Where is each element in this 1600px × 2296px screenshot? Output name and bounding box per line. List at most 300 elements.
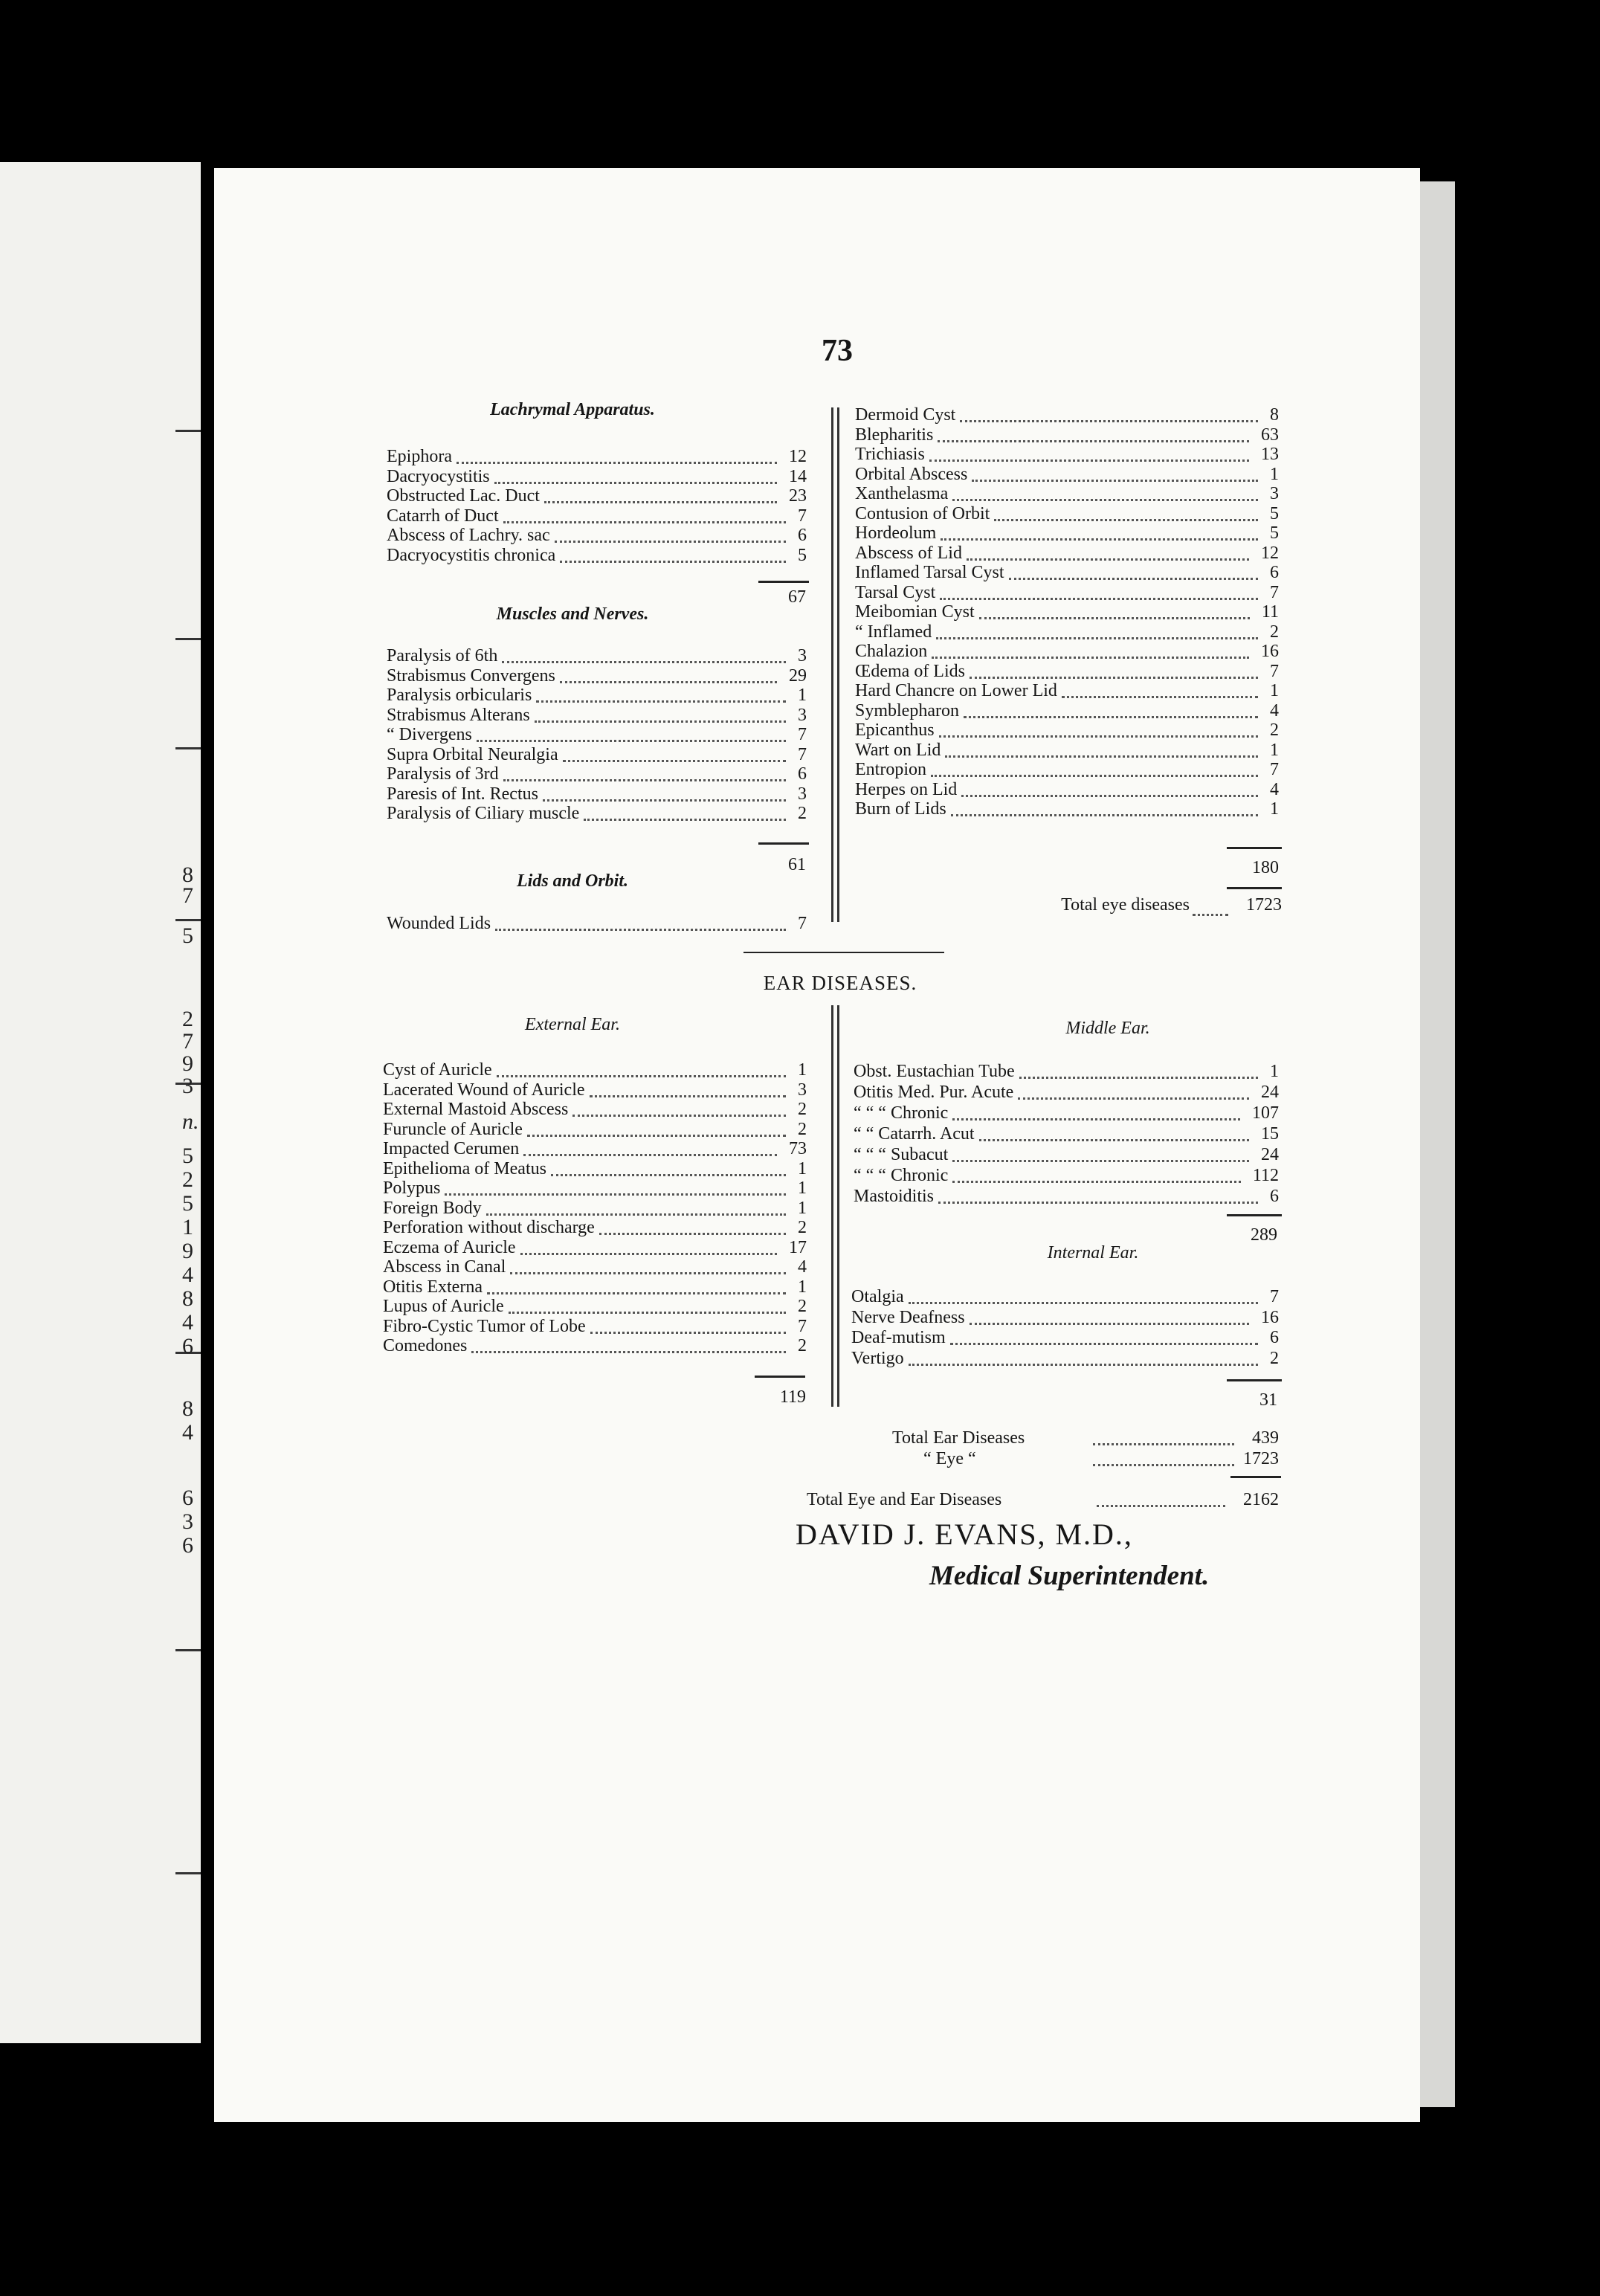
grand-total-label: Total Eye and Ear Diseases (807, 1490, 1002, 1509)
row-label: Mastoiditis (854, 1187, 935, 1206)
row-label: Trichiasis (855, 445, 925, 464)
dot-leader (939, 735, 1258, 738)
page-number: 73 (822, 334, 853, 368)
left-page-mark: 6 (182, 1334, 193, 1358)
dot-leader (931, 775, 1258, 777)
total-ear-row (892, 1428, 1279, 1448)
row-label: Epithelioma of Meatus (383, 1158, 546, 1178)
row-value: 6 (1270, 1187, 1279, 1206)
row-label: Impacted Cerumen (383, 1139, 520, 1158)
dot-leader (584, 819, 786, 821)
left-page-mark: 8 (182, 1286, 193, 1311)
row-label: “ “ Catarrh. Acut (854, 1124, 975, 1144)
dot-leader (936, 637, 1258, 639)
table-row (851, 1286, 1279, 1307)
subtotal-rule (1227, 887, 1282, 889)
dot-leader (536, 700, 786, 703)
table-row (855, 562, 1279, 583)
row-label: Catarrh of Duct (387, 506, 499, 526)
dot-leader (979, 1139, 1249, 1141)
row-value: 24 (1261, 1083, 1279, 1102)
table-row (855, 661, 1279, 682)
row-value: 4 (798, 1257, 807, 1277)
dot-leader (979, 617, 1250, 619)
row-value: 3 (798, 784, 807, 804)
grand-total-rule (1230, 1476, 1281, 1478)
left-page-mark: 6 (182, 1533, 193, 1558)
table-row (855, 700, 1279, 721)
lids-right-total: 180 (1252, 858, 1279, 877)
column-divider (831, 1005, 833, 1407)
row-label: Contusion of Orbit (855, 503, 990, 523)
signature-title: Medical Superintendent. (929, 1561, 1210, 1591)
dot-leader (590, 1095, 786, 1097)
row-value: 63 (1261, 425, 1279, 445)
row-value: 73 (789, 1139, 807, 1158)
column-divider (837, 407, 839, 922)
row-value: 1 (1270, 464, 1279, 484)
dot-leader (487, 1292, 786, 1294)
lids-heading: Lids and Orbit. (516, 871, 629, 891)
row-label: Dermoid Cyst (855, 405, 956, 425)
total-ear-label: Total Ear Diseases (892, 1428, 1025, 1448)
row-value: 1 (798, 1060, 807, 1080)
row-value: 17 (789, 1237, 807, 1257)
left-page-mark: 5 (182, 1144, 193, 1168)
row-label: Furuncle of Auricle (383, 1119, 523, 1139)
dot-leader (952, 1160, 1249, 1162)
ear-diseases-heading: EAR DISEASES. (763, 972, 917, 994)
left-page-rule (175, 430, 201, 432)
row-value: 7 (1270, 582, 1279, 602)
subtotal-rule (1227, 847, 1282, 849)
dot-leader (964, 716, 1258, 718)
subtotal-rule (758, 581, 809, 583)
left-page-rule (175, 747, 201, 749)
table-row (383, 1237, 807, 1258)
subtotal-rule (1227, 1214, 1282, 1216)
table-row (387, 545, 807, 566)
table-row (855, 503, 1279, 524)
row-value: 5 (798, 545, 807, 565)
left-page-mark: 4 (182, 1310, 193, 1335)
dot-leader (503, 521, 786, 523)
row-label: Inflamed Tarsal Cyst (855, 563, 1004, 582)
row-value: 6 (1270, 1328, 1279, 1347)
row-label: Lupus of Auricle (383, 1297, 504, 1316)
dot-leader (495, 929, 786, 931)
table-row (387, 685, 807, 706)
dot-leader (932, 657, 1249, 659)
table-row (387, 525, 807, 546)
row-label: Otitis Med. Pur. Acute (854, 1083, 1014, 1102)
row-label: Comedones (383, 1336, 468, 1355)
middle-ear-heading: Middle Ear. (1065, 1019, 1150, 1038)
row-label: Entropion (855, 760, 926, 779)
ear-section-rule (743, 952, 944, 953)
dot-leader (945, 755, 1258, 758)
dot-leader (970, 677, 1258, 679)
table-row (851, 1348, 1279, 1369)
row-value: 1 (798, 1158, 807, 1178)
dot-leader (938, 440, 1249, 442)
row-value: 4 (1270, 700, 1279, 720)
row-label: Meibomian Cyst (855, 602, 975, 622)
dot-leader (951, 814, 1258, 816)
left-page-mark: 9 (182, 1239, 193, 1263)
table-row (383, 1296, 807, 1317)
dot-leader (523, 1154, 777, 1156)
table-row (387, 486, 807, 506)
dot-leader (457, 462, 777, 464)
dot-leader (909, 1302, 1258, 1304)
table-row (383, 1099, 807, 1120)
table-row (854, 1123, 1279, 1144)
row-value: 3 (798, 646, 807, 665)
row-label: Symblepharon (855, 700, 959, 720)
dot-leader (952, 1118, 1240, 1120)
left-page-mark: 4 (182, 1263, 193, 1287)
row-value: 3 (1270, 484, 1279, 503)
table-row (387, 724, 807, 745)
left-page-rule (175, 919, 201, 921)
row-label: “ “ “ Chronic (854, 1103, 949, 1123)
table-row (855, 641, 1279, 662)
table-row (387, 645, 807, 666)
total-eye-label-2: “ Eye “ (923, 1449, 976, 1468)
dot-leader (952, 1181, 1241, 1183)
left-page-mark: 2 (182, 1007, 193, 1031)
table-row (855, 779, 1279, 800)
table-row (854, 1103, 1279, 1123)
row-label: Strabismus Alterans (387, 705, 530, 725)
row-label: Tarsal Cyst (855, 582, 936, 602)
row-value: 7 (1270, 1287, 1279, 1306)
dot-leader (961, 795, 1258, 797)
left-page-mark: 2 (182, 1167, 193, 1192)
internal-ear-total: 31 (1259, 1390, 1277, 1410)
dot-leader (1018, 1097, 1249, 1100)
table-row (387, 913, 807, 934)
row-value: 2 (1270, 1348, 1279, 1368)
left-page-mark: 7 (182, 1029, 193, 1054)
row-value: 16 (1261, 642, 1279, 661)
left-page-mark: 9 (182, 1051, 193, 1076)
table-row (383, 1158, 807, 1179)
row-value: 1 (1270, 1062, 1279, 1081)
row-label: “ “ “ Subacut (854, 1145, 949, 1164)
row-label: Epiphora (387, 447, 452, 466)
row-value: 1 (798, 1178, 807, 1198)
table-row (383, 1198, 807, 1219)
row-label: Obst. Eustachian Tube (854, 1062, 1015, 1081)
row-value: 5 (1270, 523, 1279, 543)
row-value: 7 (798, 914, 807, 933)
row-label: Abscess in Canal (383, 1257, 506, 1277)
row-label: Chalazion (855, 642, 928, 661)
dot-leader (590, 1332, 786, 1334)
dot-leader (572, 1115, 786, 1117)
dot-leader (563, 760, 786, 762)
table-row (854, 1144, 1279, 1165)
row-value: 2 (798, 1218, 807, 1237)
row-label: Hard Chancre on Lower Lid (855, 681, 1057, 700)
row-value: 12 (1261, 543, 1279, 563)
row-value: 15 (1261, 1124, 1279, 1144)
row-label: Supra Orbital Neuralgia (387, 744, 558, 764)
row-value: 2 (798, 1297, 807, 1316)
dot-leader (940, 598, 1258, 600)
left-facing-page (0, 162, 201, 2043)
row-value: 1 (1270, 799, 1279, 819)
table-row (854, 1061, 1279, 1082)
row-label: Xanthelasma (855, 484, 949, 503)
total-eye-value-2: 1723 (1243, 1449, 1279, 1468)
table-row (855, 425, 1279, 445)
table-row (855, 404, 1279, 425)
row-label: Paresis of Int. Rectus (387, 784, 538, 804)
dot-leader (941, 538, 1258, 541)
table-row (855, 740, 1279, 761)
row-value: 29 (789, 665, 807, 686)
table-row (383, 1335, 807, 1356)
row-label: Deaf-mutism (851, 1328, 946, 1347)
row-value: 3 (798, 1080, 807, 1100)
row-value: 7 (798, 506, 807, 526)
row-label: “ Inflamed (855, 622, 932, 642)
table-row (855, 483, 1279, 504)
table-row (387, 744, 807, 765)
dot-leader (503, 779, 786, 781)
dot-leader (502, 661, 786, 663)
row-label: Perforation without discharge (383, 1218, 595, 1237)
row-label: Hordeolum (855, 523, 937, 543)
table-row (387, 665, 807, 686)
table-row (383, 1060, 807, 1080)
row-label: Nerve Deafness (851, 1307, 965, 1327)
lachrymal-total: 67 (788, 587, 806, 607)
subtotal-rule (758, 842, 809, 845)
table-row (383, 1119, 807, 1140)
dot-leader (960, 420, 1258, 422)
row-label: Abscess of Lid (855, 543, 962, 563)
muscles-heading: Muscles and Nerves. (496, 604, 649, 624)
row-label: Strabismus Convergens (387, 665, 555, 686)
left-page-rule (175, 1649, 201, 1651)
table-row (387, 764, 807, 784)
dot-leader (510, 1272, 786, 1274)
table-row (855, 622, 1279, 642)
row-label: Paralysis of Ciliary muscle (387, 804, 580, 823)
left-page-rule (175, 638, 201, 640)
row-value: 7 (1270, 661, 1279, 681)
row-value: 12 (789, 447, 807, 466)
row-label: Vertigo (851, 1348, 904, 1368)
dot-leader (551, 1174, 786, 1176)
row-value: 1 (798, 1277, 807, 1297)
row-value: 13 (1261, 445, 1279, 464)
table-row (854, 1165, 1279, 1186)
table-row (387, 466, 807, 487)
row-value: 4 (1270, 779, 1279, 799)
dot-leader (599, 1233, 786, 1235)
row-label: Paralysis of 3rd (387, 764, 499, 784)
signature-name: DAVID J. EVANS, M.D., (796, 1518, 1133, 1551)
dot-leader (1009, 578, 1258, 580)
row-value: 5 (1270, 503, 1279, 523)
dot-leader (909, 1364, 1258, 1366)
row-label: Eczema of Auricle (383, 1237, 516, 1257)
total-ear-value: 439 (1252, 1428, 1279, 1448)
table-row (855, 799, 1279, 819)
dot-leader (543, 799, 786, 802)
row-value: 8 (1270, 405, 1279, 425)
column-divider (831, 407, 833, 922)
table-row (387, 705, 807, 726)
dot-leader (509, 1312, 786, 1314)
row-value: 11 (1261, 602, 1279, 622)
row-label: Epicanthus (855, 720, 935, 740)
table-row (383, 1257, 807, 1277)
row-label: Blepharitis (855, 425, 934, 445)
row-label: Paralysis of 6th (387, 646, 498, 665)
middle-ear-total: 289 (1251, 1225, 1277, 1245)
table-row (855, 720, 1279, 741)
internal-ear-heading: Internal Ear. (1047, 1243, 1139, 1263)
subtotal-rule (755, 1376, 805, 1378)
external-ear-total: 119 (779, 1387, 806, 1407)
left-page-mark: 4 (182, 1420, 193, 1445)
table-row (383, 1178, 807, 1199)
row-label: “ “ “ Chronic (854, 1166, 949, 1185)
row-value: 107 (1252, 1103, 1279, 1123)
row-label: Dacryocystitis (387, 466, 490, 486)
grand-total-value: 2162 (1243, 1490, 1279, 1509)
grand-total-row (807, 1489, 1279, 1510)
subtotal-rule (1227, 1379, 1282, 1381)
table-row (383, 1277, 807, 1297)
row-value: 2 (798, 1336, 807, 1355)
dot-leader (486, 1213, 786, 1216)
external-ear-heading: External Ear. (525, 1015, 620, 1034)
left-page-mark: 3 (182, 1074, 193, 1098)
total-eye-value: 1723 (1246, 895, 1282, 915)
left-page-mark: 1 (182, 1215, 193, 1239)
table-row (383, 1217, 807, 1238)
table-row (387, 506, 807, 526)
dot-leader (970, 1323, 1249, 1325)
table-row (855, 680, 1279, 701)
total-eye-row (892, 1448, 1279, 1469)
row-value: 1 (798, 686, 807, 705)
row-value: 23 (789, 486, 807, 506)
row-value: 7 (798, 744, 807, 764)
row-value: 14 (789, 466, 807, 486)
dot-leader (555, 541, 786, 543)
dot-leader (1062, 696, 1258, 698)
row-label: Obstructed Lac. Duct (387, 486, 540, 506)
dot-leader (527, 1135, 786, 1137)
dot-leader (477, 740, 786, 742)
row-label: Cyst of Auricle (383, 1060, 492, 1080)
table-row (383, 1316, 807, 1337)
row-value: 6 (798, 764, 807, 784)
row-label: Otitis Externa (383, 1277, 483, 1297)
dot-leader (471, 1351, 786, 1353)
row-label: Paralysis orbicularis (387, 686, 532, 705)
row-value: 1 (1270, 740, 1279, 760)
dot-leader (938, 1202, 1258, 1204)
dot-leader (972, 480, 1258, 482)
left-page-mark: 8 (182, 862, 193, 887)
row-value: 2 (798, 1119, 807, 1139)
dot-leader (929, 459, 1249, 462)
row-value: 2 (1270, 622, 1279, 642)
row-value: 3 (798, 705, 807, 725)
lachrymal-heading: Lachrymal Apparatus. (490, 400, 655, 419)
left-page-mark: 3 (182, 1509, 193, 1534)
muscles-total: 61 (788, 855, 806, 874)
row-value: 2 (798, 804, 807, 823)
table-row (383, 1080, 807, 1100)
dot-leader (994, 519, 1258, 521)
dot-leader (967, 558, 1249, 561)
dot-leader (520, 1253, 777, 1255)
table-row (851, 1307, 1279, 1328)
dot-leader (952, 499, 1258, 501)
table-row (855, 543, 1279, 564)
row-label: “ Divergens (387, 725, 472, 744)
row-value: 112 (1252, 1166, 1279, 1185)
row-value: 1 (1270, 681, 1279, 700)
row-label: Dacryocystitis chronica (387, 545, 556, 565)
dot-leader (1019, 1077, 1258, 1079)
row-label: Fibro-Cystic Tumor of Lobe (383, 1316, 586, 1336)
dot-leader (950, 1343, 1258, 1345)
row-label: Wounded Lids (387, 914, 491, 933)
row-label: Lacerated Wound of Auricle (383, 1080, 585, 1100)
row-label: Foreign Body (383, 1198, 482, 1218)
table-row (855, 523, 1279, 544)
table-row (855, 759, 1279, 780)
dot-leader (445, 1193, 786, 1196)
left-page-mark: 7 (182, 883, 193, 908)
row-label: Œdema of Lids (855, 661, 965, 681)
row-label: Orbital Abscess (855, 464, 968, 484)
table-row (855, 464, 1279, 485)
row-label: External Mastoid Abscess (383, 1100, 569, 1119)
table-row (855, 582, 1279, 603)
dot-leader (560, 561, 786, 563)
row-label: Otalgia (851, 1287, 904, 1306)
row-value: 7 (798, 725, 807, 744)
left-page-rule (175, 1872, 201, 1874)
left-page-mark: 5 (182, 923, 193, 948)
left-page-mark: 8 (182, 1396, 193, 1421)
table-row (854, 1082, 1279, 1103)
table-row (383, 1138, 807, 1159)
row-value: 6 (1270, 563, 1279, 582)
row-value: 6 (798, 526, 807, 545)
row-value: 7 (798, 1316, 807, 1336)
row-value: 16 (1261, 1307, 1279, 1327)
left-page-mark: n. (182, 1109, 199, 1134)
row-label: Herpes on Lid (855, 779, 958, 799)
total-eye-label: Total eye diseases (1061, 895, 1190, 915)
table-row (387, 803, 807, 824)
row-label: Wart on Lid (855, 740, 941, 760)
dot-leader (560, 681, 777, 683)
